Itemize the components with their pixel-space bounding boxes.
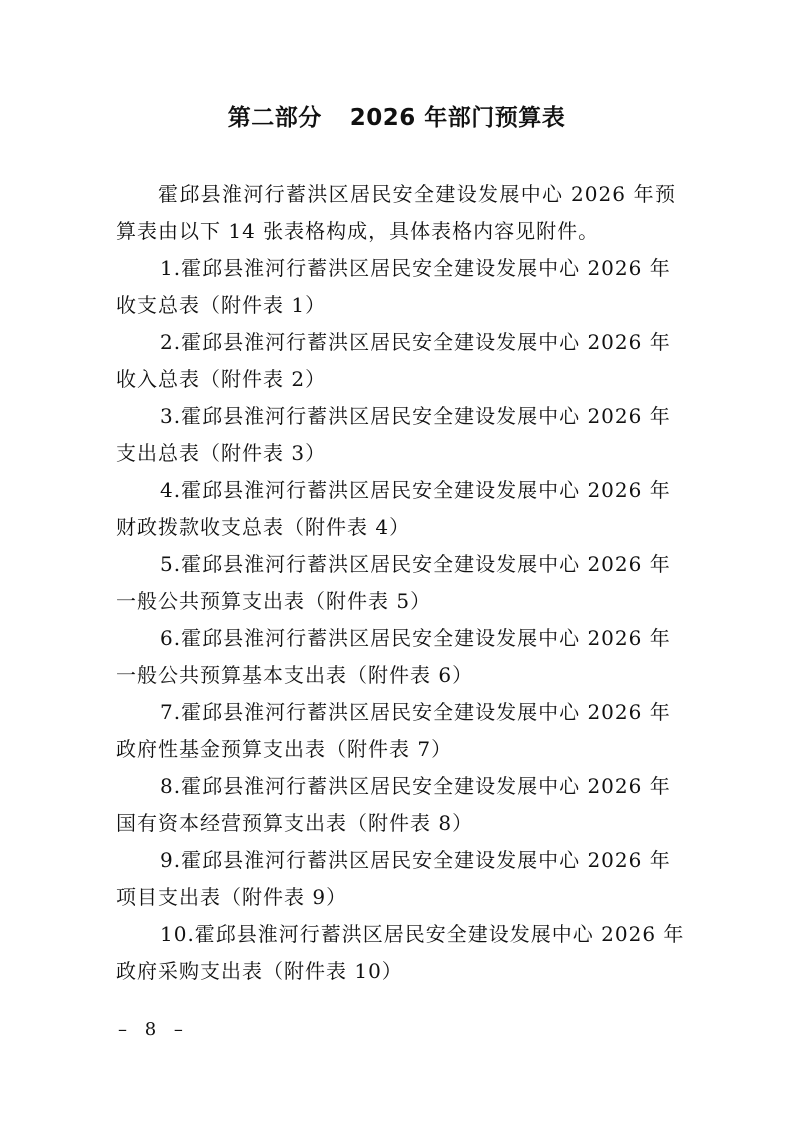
list-item bbox=[116, 324, 676, 398]
list-item-line1: 3.霍邱县淮河行蓄洪区居民安全建设发展中心 2026 年 bbox=[160, 404, 671, 428]
page-number: – 8 – bbox=[118, 1019, 189, 1040]
list-item bbox=[116, 620, 676, 694]
list-item-line1: 1.霍邱县淮河行蓄洪区居民安全建设发展中心 2026 年 bbox=[160, 256, 671, 280]
list-item-line2: 一般公共预算基本支出表（附件表 6） bbox=[116, 663, 474, 687]
list-item bbox=[116, 472, 676, 546]
list-item-line1: 2.霍邱县淮河行蓄洪区居民安全建设发展中心 2026 年 bbox=[160, 330, 671, 354]
list-item-line2: 政府采购支出表（附件表 10） bbox=[116, 959, 403, 983]
list-item-line1: 6.霍邱县淮河行蓄洪区居民安全建设发展中心 2026 年 bbox=[160, 626, 671, 650]
list-item-line2: 财政拨款收支总表（附件表 4） bbox=[116, 515, 411, 539]
list-item bbox=[116, 546, 676, 620]
list-item-line2: 收入总表（附件表 2） bbox=[116, 367, 327, 391]
list-item bbox=[116, 916, 685, 990]
title-part: 第二部分 bbox=[227, 105, 322, 131]
page-title bbox=[0, 103, 793, 133]
title-main: 2026 年部门预算表 bbox=[349, 105, 566, 131]
list-item-line1: 7.霍邱县淮河行蓄洪区居民安全建设发展中心 2026 年 bbox=[160, 700, 671, 724]
document-body bbox=[116, 176, 685, 990]
list-item-line1: 5.霍邱县淮河行蓄洪区居民安全建设发展中心 2026 年 bbox=[160, 552, 671, 576]
list-item-line2: 项目支出表（附件表 9） bbox=[116, 885, 348, 909]
list-item-line1: 8.霍邱县淮河行蓄洪区居民安全建设发展中心 2026 年 bbox=[160, 774, 671, 798]
list-item-line1: 10.霍邱县淮河行蓄洪区居民安全建设发展中心 2026 年 bbox=[160, 922, 685, 946]
list-item bbox=[116, 768, 676, 842]
list-item-line2: 政府性基金预算支出表（附件表 7） bbox=[116, 737, 453, 761]
list-item bbox=[116, 694, 676, 768]
intro-paragraph: 霍邱县淮河行蓄洪区居民安全建设发展中心 2026 年预算表由以下 14 张表格构成，具体表格内容见附件。 bbox=[116, 182, 676, 243]
list-item-line1: 9.霍邱县淮河行蓄洪区居民安全建设发展中心 2026 年 bbox=[160, 848, 671, 872]
list-item bbox=[116, 842, 676, 916]
list-item-line2: 国有资本经营预算支出表（附件表 8） bbox=[116, 811, 474, 835]
list-item bbox=[116, 398, 676, 472]
list-item-line1: 4.霍邱县淮河行蓄洪区居民安全建设发展中心 2026 年 bbox=[160, 478, 671, 502]
list-item-line2: 收支总表（附件表 1） bbox=[116, 293, 327, 317]
list-item-line2: 一般公共预算支出表（附件表 5） bbox=[116, 589, 432, 613]
list-item-line2: 支出总表（附件表 3） bbox=[116, 441, 327, 465]
list-item bbox=[116, 250, 676, 324]
